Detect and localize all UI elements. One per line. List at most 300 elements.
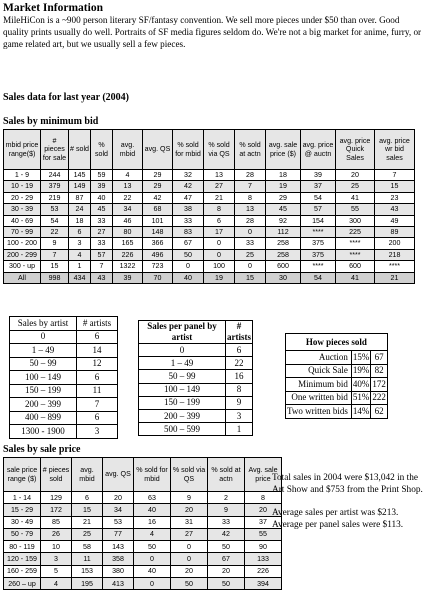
table-cell: 18 <box>266 170 301 181</box>
table-row <box>4 238 415 249</box>
table-cell: 15 <box>235 272 266 283</box>
table-cell: 47 <box>173 192 204 203</box>
table-row <box>10 344 118 358</box>
table-row <box>139 423 253 436</box>
table-cell: 218 <box>375 249 415 260</box>
column-header: avg. price Quick Sales <box>336 130 375 170</box>
table-row <box>4 492 282 504</box>
table-cell: 1 - 14 <box>4 492 41 504</box>
table-cell: Auction <box>286 351 352 365</box>
table-cell: 12 <box>77 357 118 371</box>
table-cell: 23 <box>375 192 415 203</box>
table-cell: 77 <box>103 528 134 540</box>
table-cell: **** <box>375 261 415 272</box>
table-cell: 100 – 149 <box>10 371 77 385</box>
table-cell: 25 <box>235 249 266 260</box>
table-row <box>4 215 415 226</box>
table-row <box>10 425 118 439</box>
table-cell: Two written bids <box>286 405 352 419</box>
table-cell: 219 <box>41 192 69 203</box>
table-cell: **** <box>301 261 336 272</box>
column-header: avg. mbid <box>72 458 103 492</box>
table-cell: 200 <box>375 238 415 249</box>
table-cell: 20 <box>208 565 245 577</box>
table-cell: 21 <box>375 272 415 283</box>
table-cell: 4 <box>69 249 91 260</box>
table-cell: 67 <box>208 553 245 565</box>
table-row <box>4 578 282 590</box>
table-cell: 20 <box>336 170 375 181</box>
table-cell: 39 <box>301 170 336 181</box>
table-cell: 32 <box>173 170 204 181</box>
table-row <box>10 398 118 412</box>
table-row <box>286 405 388 419</box>
table-cell: 39 <box>113 272 143 283</box>
table-cell: 9 <box>41 238 69 249</box>
table-cell: 375 <box>301 238 336 249</box>
table-cell: 149 <box>69 181 91 192</box>
table-cell: 45 <box>266 204 301 215</box>
table-cell: 150 – 199 <box>10 384 77 398</box>
total-sales-note: Total sales in 2004 were $13,042 in the Art Show and $753 from the Print Shop. <box>272 473 423 496</box>
table-row <box>139 344 253 357</box>
table-cell: 1 – 49 <box>10 344 77 358</box>
column-header: Sales per panel by artist <box>139 321 226 344</box>
table-cell: 226 <box>245 565 282 577</box>
table-cell: 133 <box>245 553 282 565</box>
table-cell: 6 <box>77 371 118 385</box>
table-cell: 148 <box>143 226 173 237</box>
table-cell: 0 <box>204 238 235 249</box>
table-cell: 0 <box>134 578 171 590</box>
sales-data-heading: Sales data for last year (2004) <box>3 92 130 103</box>
column-header: % sold for mbid <box>134 458 171 492</box>
table-cell: 24 <box>69 204 91 215</box>
table-cell: 50 <box>134 541 171 553</box>
table-cell: **** <box>336 238 375 249</box>
table-cell: 50 - 79 <box>4 528 41 540</box>
table-cell: 1 <box>69 261 91 272</box>
table-row <box>4 261 415 272</box>
table-cell: **** <box>336 249 375 260</box>
table-cell: 3 <box>69 238 91 249</box>
table-cell: 59 <box>91 170 113 181</box>
table-cell: 20 <box>245 504 282 516</box>
table-cell: 723 <box>143 261 173 272</box>
table-cell: 100 – 149 <box>139 383 226 396</box>
table-cell: 300 <box>336 215 375 226</box>
table-cell: 366 <box>143 238 173 249</box>
column-header: % sold for mbid <box>173 130 204 170</box>
page-title: Market Information <box>3 2 103 14</box>
column-header: % sold via QS <box>204 130 235 170</box>
table-cell: 50 – 99 <box>10 357 77 371</box>
table-cell: One written bid <box>286 391 352 405</box>
table-cell: 195 <box>72 578 103 590</box>
table-cell: 9 <box>171 492 208 504</box>
table-cell: 379 <box>41 181 69 192</box>
table-row <box>286 391 388 405</box>
table-cell: 67 <box>371 351 388 365</box>
table-cell: 34 <box>103 504 134 516</box>
table-cell: 1 - 9 <box>4 170 41 181</box>
table-cell: 6 <box>77 411 118 425</box>
table-row <box>139 383 253 396</box>
table-cell: 260 – up <box>4 578 41 590</box>
table-cell: 55 <box>336 204 375 215</box>
table-cell: 112 <box>266 226 301 237</box>
table-cell: 42 <box>143 192 173 203</box>
table-cell: 22 <box>113 192 143 203</box>
table-cell: 33 <box>91 238 113 249</box>
table-cell: 15 <box>41 261 69 272</box>
table-cell: 7 <box>375 170 415 181</box>
table-row <box>4 528 282 540</box>
table-row <box>139 409 253 422</box>
table-cell: 50 <box>171 578 208 590</box>
table-cell: 6 <box>226 344 253 357</box>
table-cell: 41 <box>336 192 375 203</box>
table-cell: 4 <box>134 528 171 540</box>
table-cell: 600 <box>266 261 301 272</box>
table-cell: 3 <box>77 425 118 439</box>
table-cell: 9 <box>226 396 253 409</box>
sale-price-table <box>3 457 282 590</box>
table-cell: 68 <box>143 204 173 215</box>
table-cell: Minimum bid <box>286 378 352 392</box>
table-cell: 0 <box>139 344 226 357</box>
table-cell: 30 - 39 <box>4 204 41 215</box>
table-cell: 67 <box>173 238 204 249</box>
table-cell: 50 <box>208 541 245 553</box>
table-cell: 998 <box>41 272 69 283</box>
table-cell: 57 <box>91 249 113 260</box>
table-cell: 51% <box>351 391 371 405</box>
table-row <box>10 371 118 385</box>
table-cell: 8 <box>226 383 253 396</box>
table-cell: 43 <box>91 272 113 283</box>
table-row <box>10 411 118 425</box>
table-cell: **** <box>301 226 336 237</box>
table-cell: 100 - 200 <box>4 238 41 249</box>
table-cell: 6 <box>72 492 103 504</box>
table-row <box>4 541 282 553</box>
table-cell: 40% <box>351 378 371 392</box>
table-row <box>4 516 282 528</box>
table-cell: 54 <box>41 215 69 226</box>
table-cell: 54 <box>301 192 336 203</box>
min-bid-heading: Sales by minimum bid <box>3 116 99 127</box>
table-cell: 40 - 69 <box>4 215 41 226</box>
column-header: avg. sale price ($) <box>266 130 301 170</box>
table-cell: 40 <box>134 565 171 577</box>
table-cell: 80 <box>113 226 143 237</box>
table-row <box>4 226 415 237</box>
table-cell: 300 - up <box>4 261 41 272</box>
table-cell: 1 <box>226 423 253 436</box>
column-header: sale price range ($) <box>4 458 41 492</box>
table-cell: 30 - 49 <box>4 516 41 528</box>
table-cell: 54 <box>301 272 336 283</box>
table-cell: 1322 <box>113 261 143 272</box>
table-cell: 49 <box>375 215 415 226</box>
table-cell: 380 <box>103 565 134 577</box>
table-cell: 600 <box>336 261 375 272</box>
table-cell: 70 <box>143 272 173 283</box>
table-cell: 200 – 399 <box>10 398 77 412</box>
column-header: # pieces sold <box>41 458 72 492</box>
table-row <box>10 330 118 344</box>
column-header: # artists <box>77 317 118 331</box>
table-cell: 150 – 199 <box>139 396 226 409</box>
table-cell: 21 <box>72 516 103 528</box>
table-cell: 0 <box>171 541 208 553</box>
table-cell: 19 <box>266 181 301 192</box>
table-cell: 3 <box>226 409 253 422</box>
table-cell: 37 <box>245 516 282 528</box>
table-row <box>4 565 282 577</box>
column-header: avg. QS <box>143 130 173 170</box>
table-cell: 11 <box>77 384 118 398</box>
table-cell: 89 <box>375 226 415 237</box>
table-cell: 0 <box>235 226 266 237</box>
table-cell: 27 <box>171 528 208 540</box>
column-header: % sold at actn <box>235 130 266 170</box>
table-cell: 100 <box>204 261 235 272</box>
table-cell: 358 <box>103 553 134 565</box>
table-cell: 70 - 99 <box>4 226 41 237</box>
table-cell: 15 - 29 <box>4 504 41 516</box>
sales-per-panel-table <box>138 320 253 436</box>
table-cell: 80 - 119 <box>4 541 41 553</box>
column-header: # pieces for sale <box>41 130 69 170</box>
table-row <box>4 192 415 203</box>
table-cell: 5 <box>41 565 72 577</box>
table-row <box>4 553 282 565</box>
table-cell: 33 <box>173 215 204 226</box>
table-cell: 43 <box>375 204 415 215</box>
table-row <box>4 272 415 283</box>
table-cell: 29 <box>143 170 173 181</box>
how-pieces-sold-table <box>285 333 388 419</box>
table-cell: 63 <box>134 492 171 504</box>
table-row <box>4 504 282 516</box>
table-cell: 50 <box>208 578 245 590</box>
column-header: # sold <box>69 130 91 170</box>
table-cell: 42 <box>173 181 204 192</box>
table-cell: 87 <box>69 192 91 203</box>
table-cell: 92 <box>266 215 301 226</box>
table-cell: 500 – 599 <box>139 423 226 436</box>
intro-paragraph: MileHiCon is a ~900 person literary SF/fantasy convention. We sell more pieces under $50 than over. Good quality prints usually do well. Portraits of SF media figures seldom do. We're not a big market for anime, furry, or game related art, but we usually sell a few pieces. <box>3 15 422 50</box>
table-row <box>4 204 415 215</box>
table-cell: 13 <box>235 204 266 215</box>
table-cell: 10 <box>41 541 72 553</box>
column-header: avg. price @ auctn <box>301 130 336 170</box>
table-cell: 222 <box>371 391 388 405</box>
table-cell: 16 <box>226 370 253 383</box>
table-cell: 40 <box>91 192 113 203</box>
table-cell: 0 <box>204 249 235 260</box>
column-header: % sold via QS <box>171 458 208 492</box>
column-header: Sales by artist <box>10 317 77 331</box>
table-cell: 33 <box>208 516 245 528</box>
table-cell: 9 <box>208 504 245 516</box>
table-cell: 6 <box>77 330 118 344</box>
table-cell: 19% <box>351 364 371 378</box>
column-header: # artists <box>227 321 251 342</box>
table-cell: 0 <box>171 553 208 565</box>
table-cell: 15 <box>72 504 103 516</box>
table-cell: 0 <box>10 330 77 344</box>
table-cell: 85 <box>41 516 72 528</box>
table-cell: 27 <box>91 226 113 237</box>
table-cell: 7 <box>77 398 118 412</box>
table-cell: 58 <box>72 541 103 553</box>
table-cell: 11 <box>72 553 103 565</box>
table-cell: 3 <box>41 553 72 565</box>
table-cell: 26 <box>41 528 72 540</box>
table-cell: 37 <box>301 181 336 192</box>
table-row <box>286 351 388 365</box>
table-cell: 400 – 899 <box>10 411 77 425</box>
table-cell: 45 <box>91 204 113 215</box>
table-cell: 40 <box>134 504 171 516</box>
table-cell: 225 <box>336 226 375 237</box>
table-cell: 154 <box>301 215 336 226</box>
how-sold-heading: How pieces sold <box>286 334 388 351</box>
column-header: Avg. sale price <box>245 458 282 492</box>
table-cell: 7 <box>41 249 69 260</box>
summary-notes <box>272 472 427 541</box>
table-cell: 10 - 19 <box>4 181 41 192</box>
table-cell: 200 – 399 <box>139 409 226 422</box>
table-cell: 62 <box>371 405 388 419</box>
table-row <box>286 378 388 392</box>
table-cell: 172 <box>41 504 72 516</box>
table-cell: 143 <box>103 541 134 553</box>
table-cell: 46 <box>113 215 143 226</box>
table-row <box>139 370 253 383</box>
table-cell: 15% <box>351 351 371 365</box>
table-cell: 1 – 49 <box>139 357 226 370</box>
column-header: avg. price wr bid sales <box>375 130 415 170</box>
table-cell: 244 <box>41 170 69 181</box>
table-cell: 20 <box>171 504 208 516</box>
table-cell: 145 <box>69 170 91 181</box>
table-row <box>10 357 118 371</box>
table-cell: 82 <box>371 364 388 378</box>
table-cell: 101 <box>143 215 173 226</box>
table-cell: 0 <box>235 261 266 272</box>
table-cell: 29 <box>143 181 173 192</box>
table-cell: All <box>4 272 41 283</box>
table-cell: 258 <box>266 238 301 249</box>
table-cell: 25 <box>72 528 103 540</box>
table-cell: 258 <box>266 249 301 260</box>
table-cell: 434 <box>69 272 91 283</box>
table-cell: 7 <box>235 181 266 192</box>
table-cell: 4 <box>113 170 143 181</box>
min-bid-table <box>3 129 415 284</box>
table-cell: 42 <box>208 528 245 540</box>
table-row <box>4 181 415 192</box>
table-cell: 0 <box>173 261 204 272</box>
table-cell: 30 <box>266 272 301 283</box>
table-cell: 22 <box>226 357 253 370</box>
table-cell: 14% <box>351 405 371 419</box>
table-cell: 50 – 99 <box>139 370 226 383</box>
table-cell: 25 <box>336 181 375 192</box>
table-cell: 22 <box>41 226 69 237</box>
column-header: mbid price range($) <box>4 130 41 170</box>
table-cell: 53 <box>41 204 69 215</box>
sale-price-heading: Sales by sale price <box>3 444 81 455</box>
table-cell: 33 <box>91 215 113 226</box>
average-sales-note: Average sales per artist was $213. Average per panel sales were $113. <box>272 507 404 530</box>
table-cell: 6 <box>204 215 235 226</box>
table-cell: 27 <box>204 181 235 192</box>
table-cell: 394 <box>245 578 282 590</box>
table-cell: 2 <box>208 492 245 504</box>
table-cell: 34 <box>113 204 143 215</box>
table-cell: 120 - 159 <box>4 553 41 565</box>
table-cell: 39 <box>91 181 113 192</box>
table-cell: 33 <box>235 238 266 249</box>
table-cell: 90 <box>245 541 282 553</box>
table-cell: 41 <box>336 272 375 283</box>
table-cell: 153 <box>72 565 103 577</box>
table-cell: 14 <box>77 344 118 358</box>
table-cell: 129 <box>41 492 72 504</box>
table-row <box>286 364 388 378</box>
table-cell: Quick Sale <box>286 364 352 378</box>
table-cell: 40 <box>173 272 204 283</box>
sales-by-artist-table <box>9 316 118 439</box>
table-cell: 6 <box>69 226 91 237</box>
table-cell: 18 <box>69 215 91 226</box>
table-cell: 20 <box>171 565 208 577</box>
table-cell: 496 <box>143 249 173 260</box>
table-cell: 17 <box>204 226 235 237</box>
table-cell: 8 <box>235 192 266 203</box>
table-cell: 38 <box>173 204 204 215</box>
table-cell: 165 <box>113 238 143 249</box>
table-row <box>4 249 415 260</box>
table-cell: 413 <box>103 578 134 590</box>
table-cell: 375 <box>301 249 336 260</box>
table-cell: 8 <box>245 492 282 504</box>
table-row <box>139 396 253 409</box>
table-cell: 200 - 299 <box>4 249 41 260</box>
table-cell: 16 <box>134 516 171 528</box>
table-cell: 7 <box>91 261 113 272</box>
table-cell: 13 <box>204 170 235 181</box>
table-cell: 55 <box>245 528 282 540</box>
table-cell: 31 <box>171 516 208 528</box>
table-cell: 4 <box>41 578 72 590</box>
table-cell: 29 <box>266 192 301 203</box>
table-cell: 1300 - 1900 <box>10 425 77 439</box>
table-cell: 15 <box>375 181 415 192</box>
table-cell: 172 <box>371 378 388 392</box>
table-cell: 160 - 259 <box>4 565 41 577</box>
column-header: % sold <box>91 130 113 170</box>
table-cell: 21 <box>204 192 235 203</box>
table-cell: 20 <box>103 492 134 504</box>
table-row <box>139 357 253 370</box>
table-cell: 50 <box>173 249 204 260</box>
